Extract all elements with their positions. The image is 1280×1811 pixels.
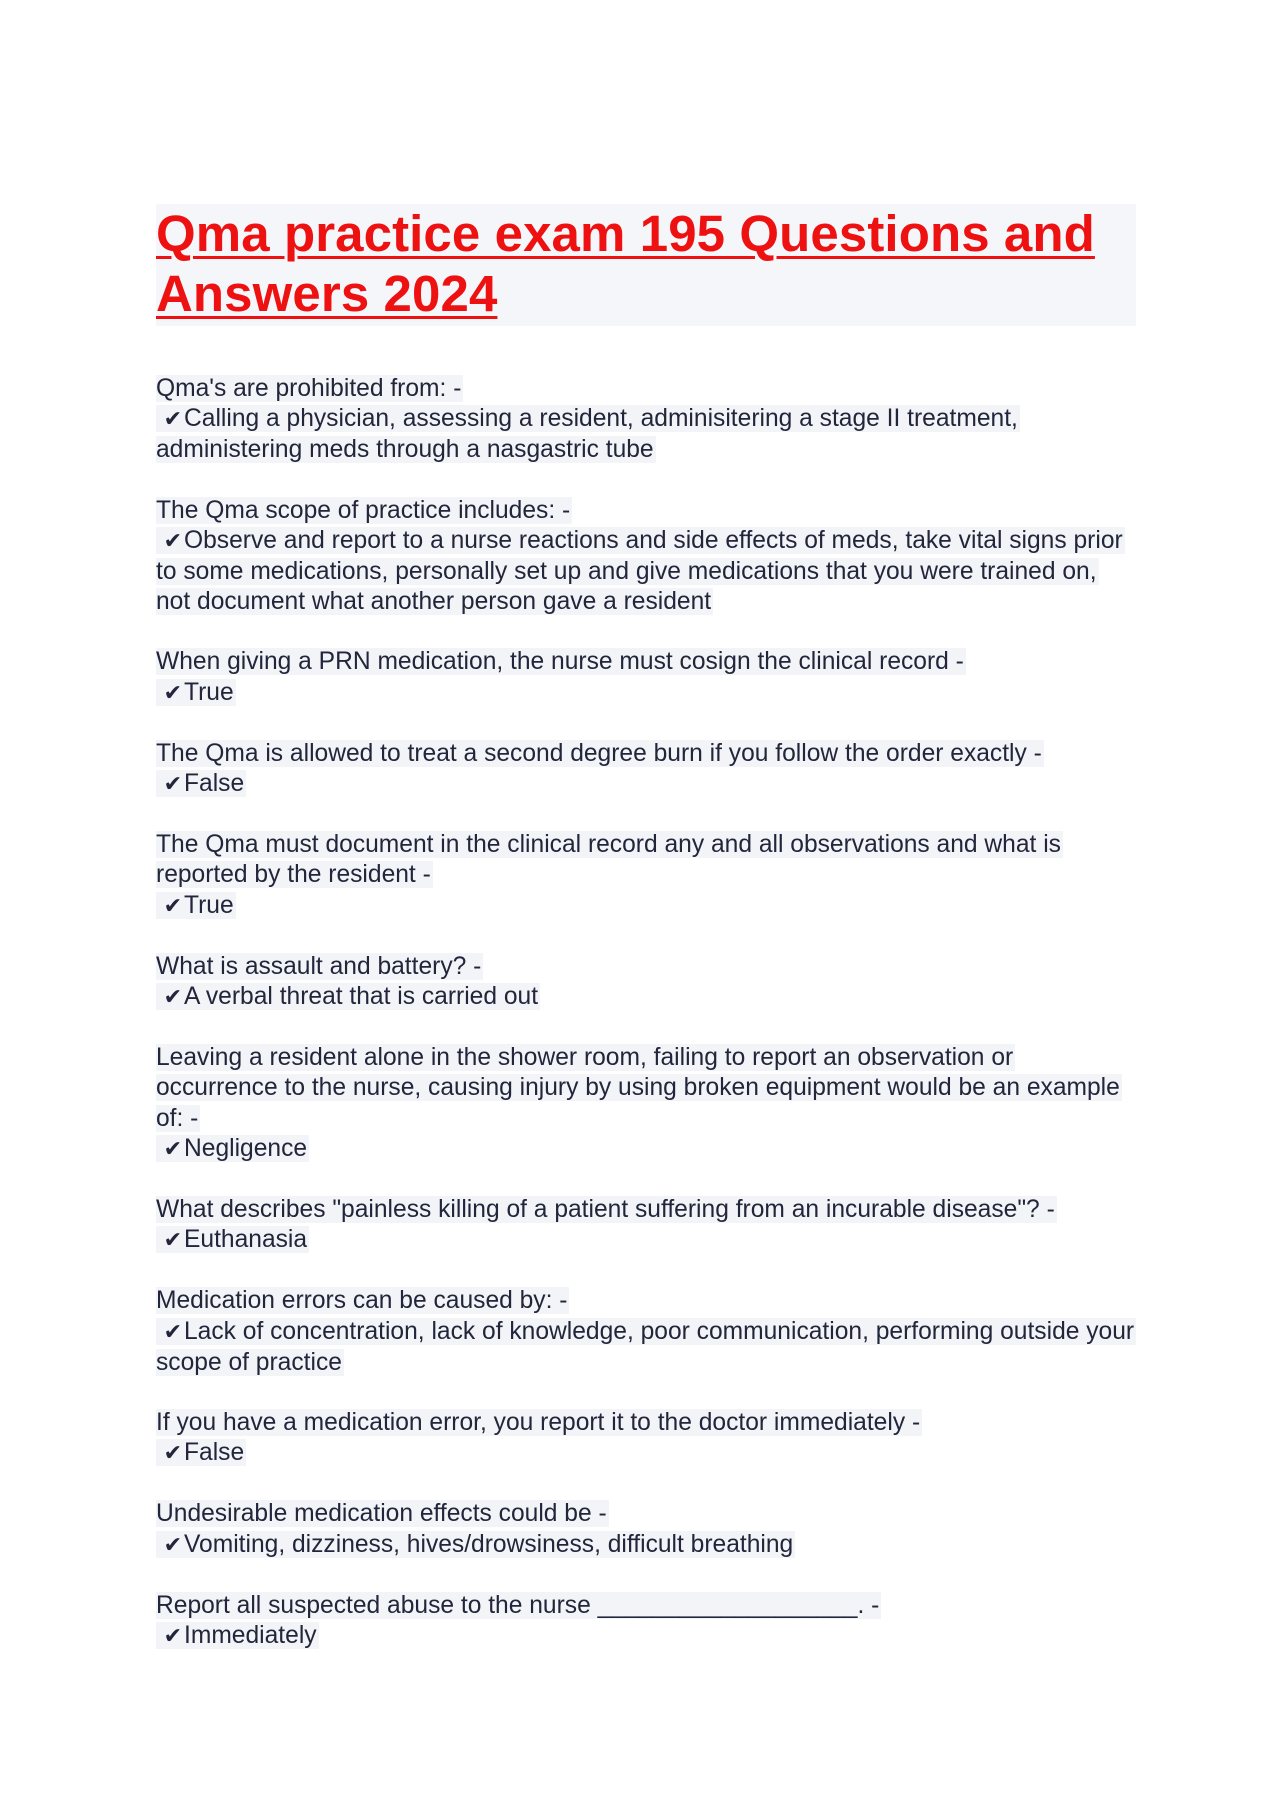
qa-item <box>156 1043 1136 1165</box>
answer-text: Negligence <box>184 1134 308 1162</box>
answer-text: Euthanasia <box>184 1226 308 1254</box>
answer-text: Lack of concentration, lack of knowledge, poor communication, performing outside your scope of practice <box>156 1317 1135 1376</box>
question-text: If you have a medication error, you report it to the doctor immediately - <box>156 1409 921 1437</box>
check-mark-icon: ✔ <box>163 1532 182 1558</box>
check-mark-icon: ✔ <box>163 1624 182 1650</box>
question-text: The Qma must document in the clinical record any and all observations and what is reported by the resident - <box>156 831 1061 889</box>
check-mark-icon: ✔ <box>163 1319 182 1345</box>
check-mark-icon: ✔ <box>163 1228 182 1254</box>
answer-text: False <box>184 770 245 798</box>
check-mark-icon: ✔ <box>163 1441 182 1467</box>
qa-item <box>156 374 1136 466</box>
answer-text: True <box>184 678 234 706</box>
qa-item <box>156 496 1136 618</box>
qa-item <box>156 647 1136 708</box>
qa-item <box>156 1286 1136 1378</box>
question-text: What is assault and battery? - <box>156 952 482 980</box>
answer-text: Vomiting, dizziness, hives/drowsiness, difficult breathing <box>184 1530 794 1558</box>
qa-item <box>156 830 1136 922</box>
check-mark-icon: ✔ <box>163 407 182 433</box>
answer-text: Immediately <box>184 1622 317 1650</box>
qa-item <box>156 952 1136 1013</box>
check-mark-icon: ✔ <box>163 772 182 798</box>
question-text: The Qma scope of practice includes: - <box>156 496 571 524</box>
qa-item <box>156 1499 1136 1560</box>
answer-text: Calling a physician, assessing a resident, adminisitering a stage II treatment, administering meds through a nasgastric tube <box>156 405 1018 464</box>
question-text: When giving a PRN medication, the nurse must cosign the clinical record - <box>156 648 964 676</box>
qa-item <box>156 1195 1136 1256</box>
question-text: Undesirable medication effects could be - <box>156 1500 607 1528</box>
check-mark-icon: ✔ <box>163 680 182 706</box>
qa-item <box>156 1591 1136 1652</box>
question-text: Qma's are prohibited from: - <box>156 375 462 402</box>
qa-item <box>156 739 1136 800</box>
question-text: What describes "painless killing of a patient suffering from an incurable disease"? - <box>156 1196 1055 1224</box>
qa-item <box>156 1408 1136 1469</box>
check-mark-icon: ✔ <box>163 528 182 554</box>
check-mark-icon: ✔ <box>163 1136 182 1162</box>
check-mark-icon: ✔ <box>163 893 182 919</box>
question-text: Leaving a resident alone in the shower room, failing to report an observation or occurrence to the nurse, causing injury by using broken equipment would be an example of: - <box>156 1044 1120 1132</box>
question-text: The Qma is allowed to treat a second degree burn if you follow the order exactly - <box>156 739 1042 767</box>
answer-text: True <box>184 891 234 919</box>
question-text: Report all suspected abuse to the nurse ___________________. - <box>156 1591 880 1619</box>
answer-text: A verbal threat that is carried out <box>184 983 539 1011</box>
document-page <box>156 204 1136 1682</box>
question-text: Medication errors can be caused by: - <box>156 1287 568 1315</box>
document-title: Qma practice exam 195 Questions and Answers 2024 <box>156 204 1136 326</box>
qa-list <box>156 374 1136 1652</box>
answer-text: False <box>184 1439 245 1467</box>
check-mark-icon: ✔ <box>163 985 182 1011</box>
answer-text: Observe and report to a nurse reactions and side effects of meds, take vital signs prior to some medications, personally set up and give medications that you were trained on, not document what another person gave a resident <box>156 526 1123 616</box>
